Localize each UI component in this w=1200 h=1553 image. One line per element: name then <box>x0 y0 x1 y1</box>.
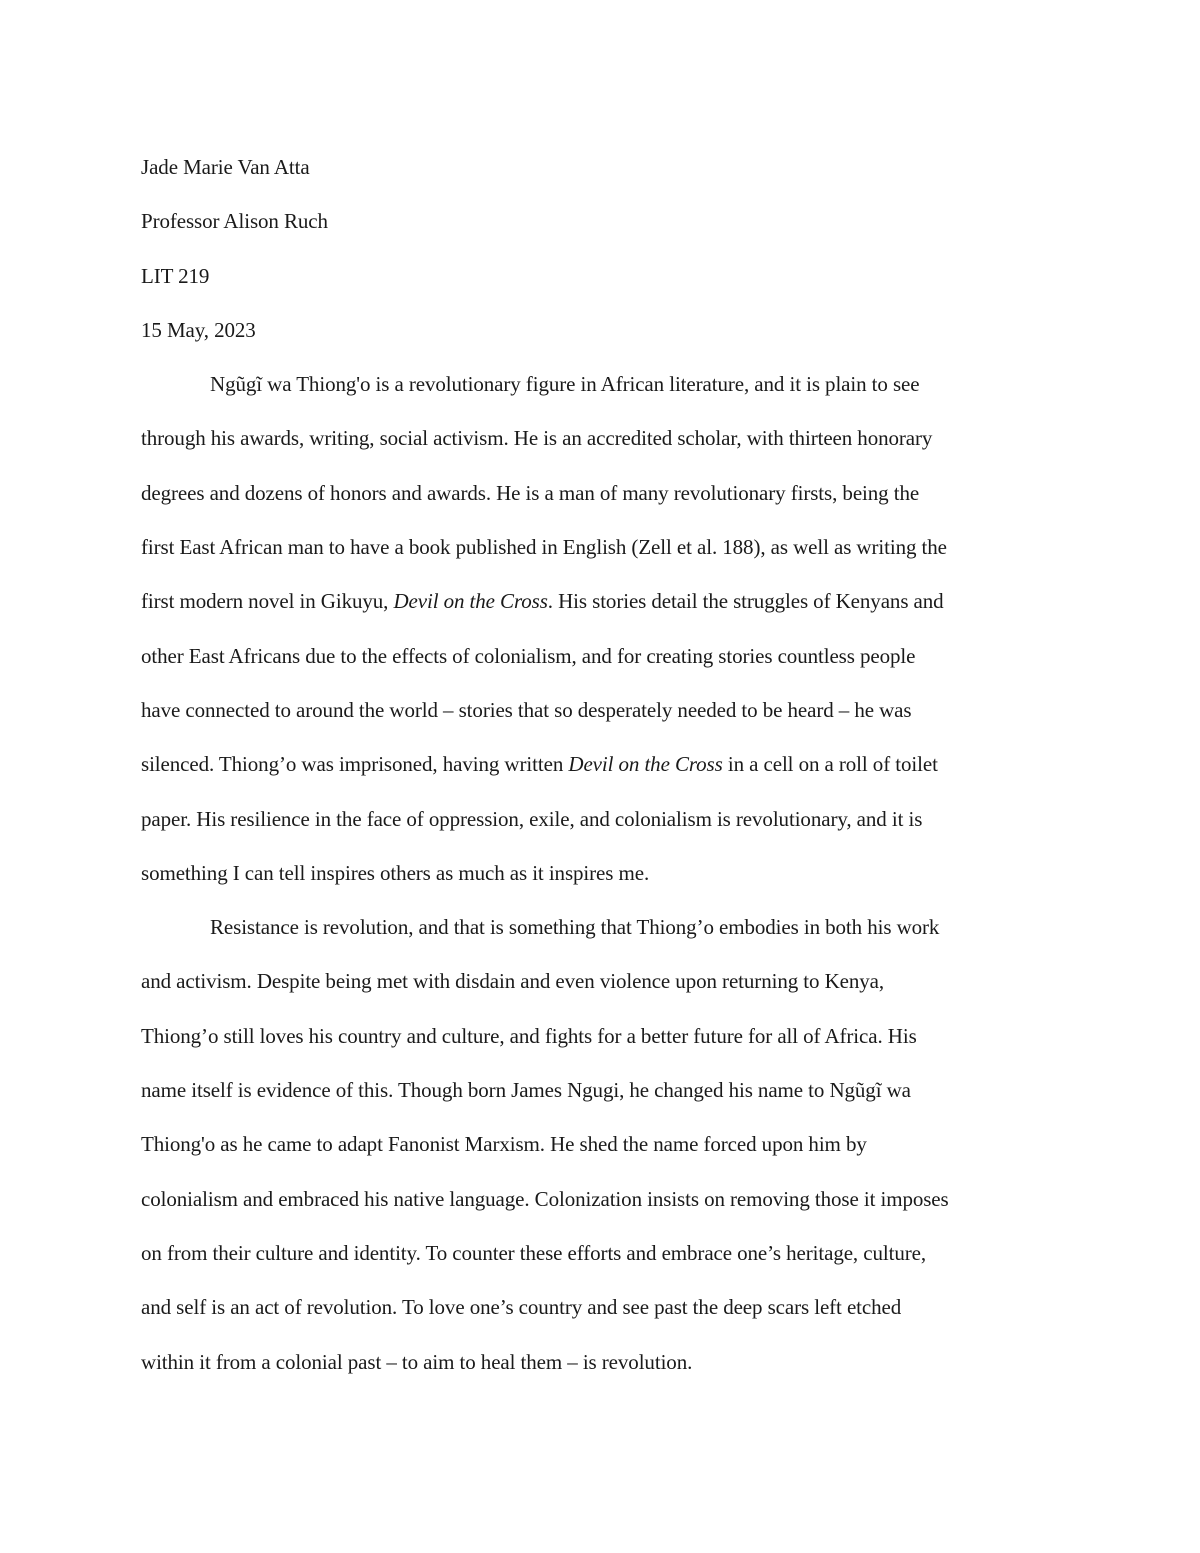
text-run: Ngũgĩ wa Thiong'o is a revolutionary figure in African literature, and it is plain to see <box>210 372 920 397</box>
text-run: something I can tell inspires others as much as it inspires me. <box>141 860 650 885</box>
submission-date: 15 May, 2023 <box>141 317 256 342</box>
author-name: Jade Marie Van Atta <box>141 155 310 179</box>
book-title: Devil on the Cross <box>393 589 548 614</box>
text-run: and self is an act of revolution. To love one’s country and see past the deep scars left etched <box>141 1295 902 1320</box>
text-run: have connected to around the world – stories that so desperately needed to be heard – he was <box>141 697 912 722</box>
text-run: degrees and dozens of honors and awards. He is a man of many revolutionary firsts, being the <box>141 480 920 505</box>
text-run: and activism. Despite being met with disdain and even violence upon returning to Kenya, <box>141 969 885 994</box>
paragraph-line <box>141 357 1061 411</box>
essay-paragraph <box>141 900 1061 1389</box>
text-run: name itself is evidence of this. Though born James Ngugi, he changed his name to Ngũgĩ wa <box>141 1078 911 1103</box>
text-run: paper. His resilience in the face of oppression, exile, and colonialism is revolutionary, and it is <box>141 806 923 831</box>
paragraph-line <box>141 846 1061 900</box>
paragraph-line <box>141 466 1061 520</box>
essay-paragraphs <box>141 357 1061 1389</box>
paragraph-line <box>141 683 1061 737</box>
text-run: first East African man to have a book published in English (Zell et al. 188), as well as writing the <box>141 535 947 560</box>
paragraph-line <box>141 1063 1061 1117</box>
text-run: Thiong'o as he came to adapt Fanonist Marxism. He shed the name forced upon him by <box>141 1132 867 1157</box>
paragraph-line <box>141 1009 1061 1063</box>
paragraph-line <box>141 1172 1061 1226</box>
book-title: Devil on the Cross <box>568 752 723 777</box>
paragraph-line <box>141 792 1061 846</box>
course-code: LIT 219 <box>141 263 210 288</box>
text-run: Thiong’o still loves his country and culture, and fights for a better future for all of Africa. His <box>141 1023 917 1048</box>
paragraph-line <box>141 737 1061 791</box>
text-run: in a cell on a roll of toilet <box>722 752 938 777</box>
text-run: silenced. Thiong’o was imprisoned, having written <box>141 752 569 777</box>
professor-name: Professor Alison Ruch <box>141 209 328 234</box>
paragraph-line <box>141 954 1061 1008</box>
paragraph-line <box>141 1117 1061 1171</box>
paragraph-line <box>141 1335 1061 1389</box>
paragraph-line <box>141 900 1061 954</box>
text-run: Resistance is revolution, and that is something that Thiong’o embodies in both his work <box>210 915 940 940</box>
text-run: colonialism and embraced his native language. Colonization insists on removing those it imposes <box>141 1186 949 1211</box>
paragraph-line <box>141 629 1061 683</box>
text-run: first modern novel in Gikuyu, <box>141 589 394 614</box>
text-run: other East Africans due to the effects of colonialism, and for creating stories countless people <box>141 643 916 668</box>
essay-paragraph <box>141 357 1061 900</box>
paragraph-line <box>141 1280 1061 1334</box>
document-body <box>141 140 1061 1389</box>
paragraph-line <box>141 1226 1061 1280</box>
text-run: within it from a colonial past – to aim to heal them – is revolution. <box>141 1349 693 1374</box>
paragraph-line <box>141 520 1061 574</box>
paragraph-line <box>141 574 1061 628</box>
text-run: on from their culture and identity. To counter these efforts and embrace one’s heritage, culture, <box>141 1240 926 1265</box>
text-run: . His stories detail the struggles of Kenyans and <box>547 589 944 614</box>
text-run: through his awards, writing, social activism. He is an accredited scholar, with thirteen honorary <box>141 426 933 451</box>
paragraph-line <box>141 411 1061 465</box>
